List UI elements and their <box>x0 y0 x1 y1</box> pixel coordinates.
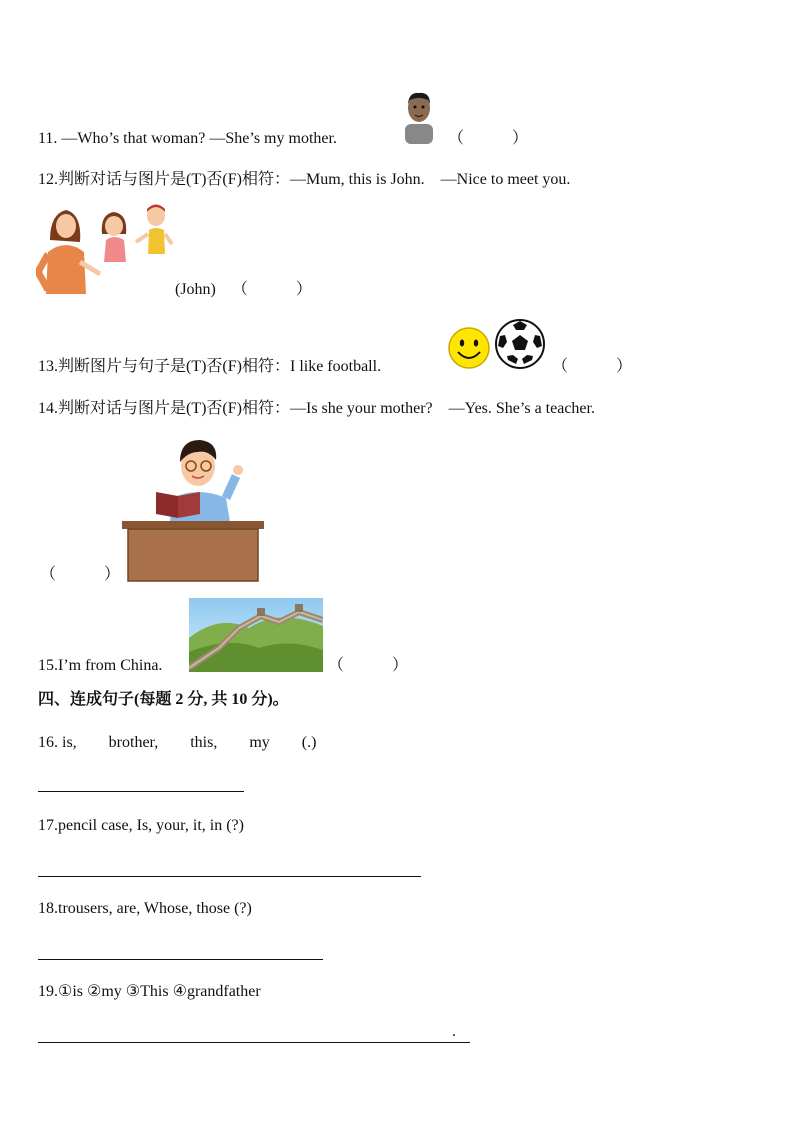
question-19-text: 19.①is ②my ③This ④grandfather <box>38 983 261 1000</box>
mother-girl-boy-image <box>36 202 176 298</box>
answer-paren-15[interactable]: （ ） <box>328 657 409 674</box>
soccer-ball-image <box>494 318 546 370</box>
question-18-text: 18.trousers, are, Whose, those (?) <box>38 900 252 917</box>
question-12-caption <box>175 280 312 300</box>
section-4-title: 四、连成句子(每题 2 分, 共 10 分)。 <box>38 691 289 708</box>
question-16-text: 16. is, brother, this, my (.) <box>38 734 317 751</box>
question-14-text: 14.判断对话与图片是(T)否(F)相符：—Is she your mother? —Yes. She’s a teacher. <box>38 400 595 417</box>
answer-paren-12[interactable]: （ ） <box>231 281 312 298</box>
answer-paren-11[interactable]: （ ） <box>448 130 529 147</box>
male-teacher-at-desk-image <box>122 436 266 582</box>
question-17-text: 17.pencil case, Is, your, it, in (?) <box>38 817 244 834</box>
great-wall-image <box>189 598 323 672</box>
answer-line-19-period: . <box>452 1023 456 1040</box>
question-11-text: 11. —Who’s that woman? —She’s my mother. <box>38 130 337 147</box>
answer-paren-13[interactable]: （ ） <box>552 358 633 375</box>
answer-line-17[interactable] <box>38 876 421 877</box>
answer-paren-14[interactable]: （ ） <box>40 566 121 583</box>
smiley-face-image <box>447 326 491 370</box>
question-12-text: 12.判断对话与图片是(T)否(F)相符：—Mum, this is John. —Nice to meet you. <box>38 171 571 188</box>
answer-line-19[interactable] <box>38 1042 470 1043</box>
answer-line-18[interactable] <box>38 959 323 960</box>
man-portrait-image <box>401 90 437 144</box>
question-15-text: 15.I’m from China. <box>38 657 163 674</box>
question-13-text: 13.判断图片与句子是(T)否(F)相符：I like football. <box>38 358 382 375</box>
john-caption: (John) <box>175 281 216 298</box>
answer-line-16[interactable] <box>38 791 244 792</box>
question-11 <box>38 129 337 149</box>
